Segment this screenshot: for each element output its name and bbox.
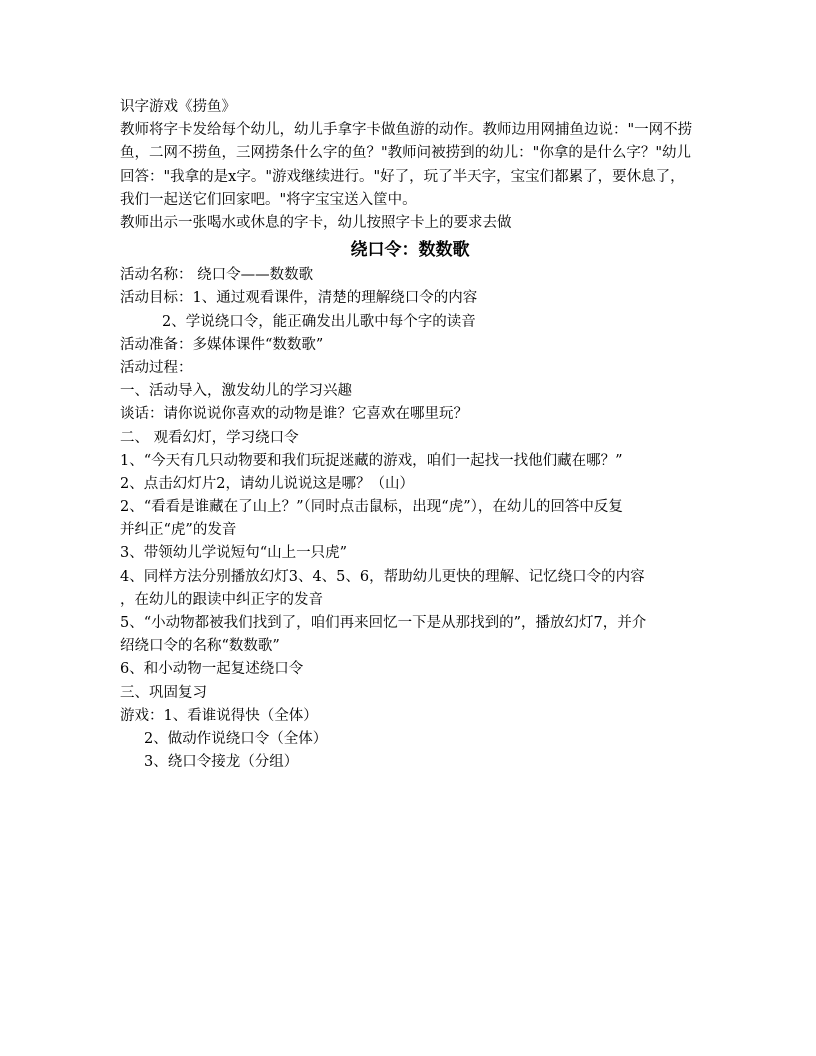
- document-page: [120, 96, 700, 774]
- section-three-heading: 三、巩固复习: [120, 684, 207, 701]
- step-5: 5、“小动物都被我们找到了，咱们再来回忆一下是从那找到的”，播放幻灯7，并介: [120, 615, 647, 631]
- activity-process-heading: 活动过程：: [120, 359, 193, 376]
- step-4-continued: ，在幼儿的跟读中纠正字的发音: [120, 591, 323, 608]
- activity-goal-2: 2、学说绕口令，能正确发出儿歌中每个字的读音: [162, 313, 476, 330]
- section-one-heading: 一、活动导入，激发幼儿的学习兴趣: [120, 383, 352, 400]
- step-2a: 2、点击幻灯片2，请幼儿说说这是哪？（山）: [120, 475, 414, 492]
- section-two-heading: 二、 观看幻灯，学习绕口令: [120, 429, 299, 446]
- game-item-1: 游戏：1、看谁说得快（全体）: [120, 707, 318, 724]
- step-6: 6、和小动物一起复述绕口令: [120, 661, 304, 678]
- step-4: 4、同样方法分别播放幻灯3、4、5、6，帮助幼儿更快的理解、记忆绕口令的内容: [120, 568, 645, 585]
- talk-line: 谈话：请你说说你喜欢的动物是谁？它喜欢在哪里玩？: [120, 406, 468, 423]
- step-2b-continued: 并纠正“虎”的发音: [120, 522, 237, 539]
- step-2b: 2、“看看是谁藏在了山上？”（同时点击鼠标，出现“虎”），在幼儿的回答中反复: [120, 499, 623, 516]
- activity-goal-1: 活动目标：1、通过观看课件，清楚的理解绕口令的内容: [120, 290, 478, 307]
- activity-preparation: 活动准备：多媒体课件“数数歌”: [120, 336, 324, 353]
- game-item-2: 2、做动作说绕口令（全体）: [144, 730, 328, 747]
- game-paragraph-1: 教师将字卡发给每个幼儿，幼儿手拿字卡做鱼游的动作。教师边用网捕鱼边说："一网不捞鱼，二网不捞鱼，三网捞条什么字的鱼？"教师问被捞到的幼儿："你拿的是什么字？"幼儿回答："我拿的是x字。"游戏继续进行。"好了，玩了半天字，宝宝们都累了，要休息了，我们一起送它们回家吧。"将字宝宝送入筐中。: [120, 122, 693, 208]
- game-item-3: 3、绕口令接龙（分组）: [144, 754, 299, 771]
- game-heading: 识字游戏《捞鱼》: [120, 99, 236, 115]
- step-1: 1、“今天有几只动物要和我们玩捉迷藏的游戏，咱们一起找一找他们藏在哪？”: [120, 452, 623, 469]
- step-5-continued: 绍绕口令的名称“数数歌”: [120, 638, 280, 655]
- step-3: 3、带领幼儿学说短句“山上一只虎”: [120, 545, 348, 562]
- game-paragraph-2: 教师出示一张喝水或休息的字卡，幼儿按照字卡上的要求去做: [120, 215, 512, 231]
- tongue-twister-title: 绕口令：数数歌: [350, 240, 470, 261]
- activity-name: 活动名称： 绕口令——数数歌: [120, 267, 314, 284]
